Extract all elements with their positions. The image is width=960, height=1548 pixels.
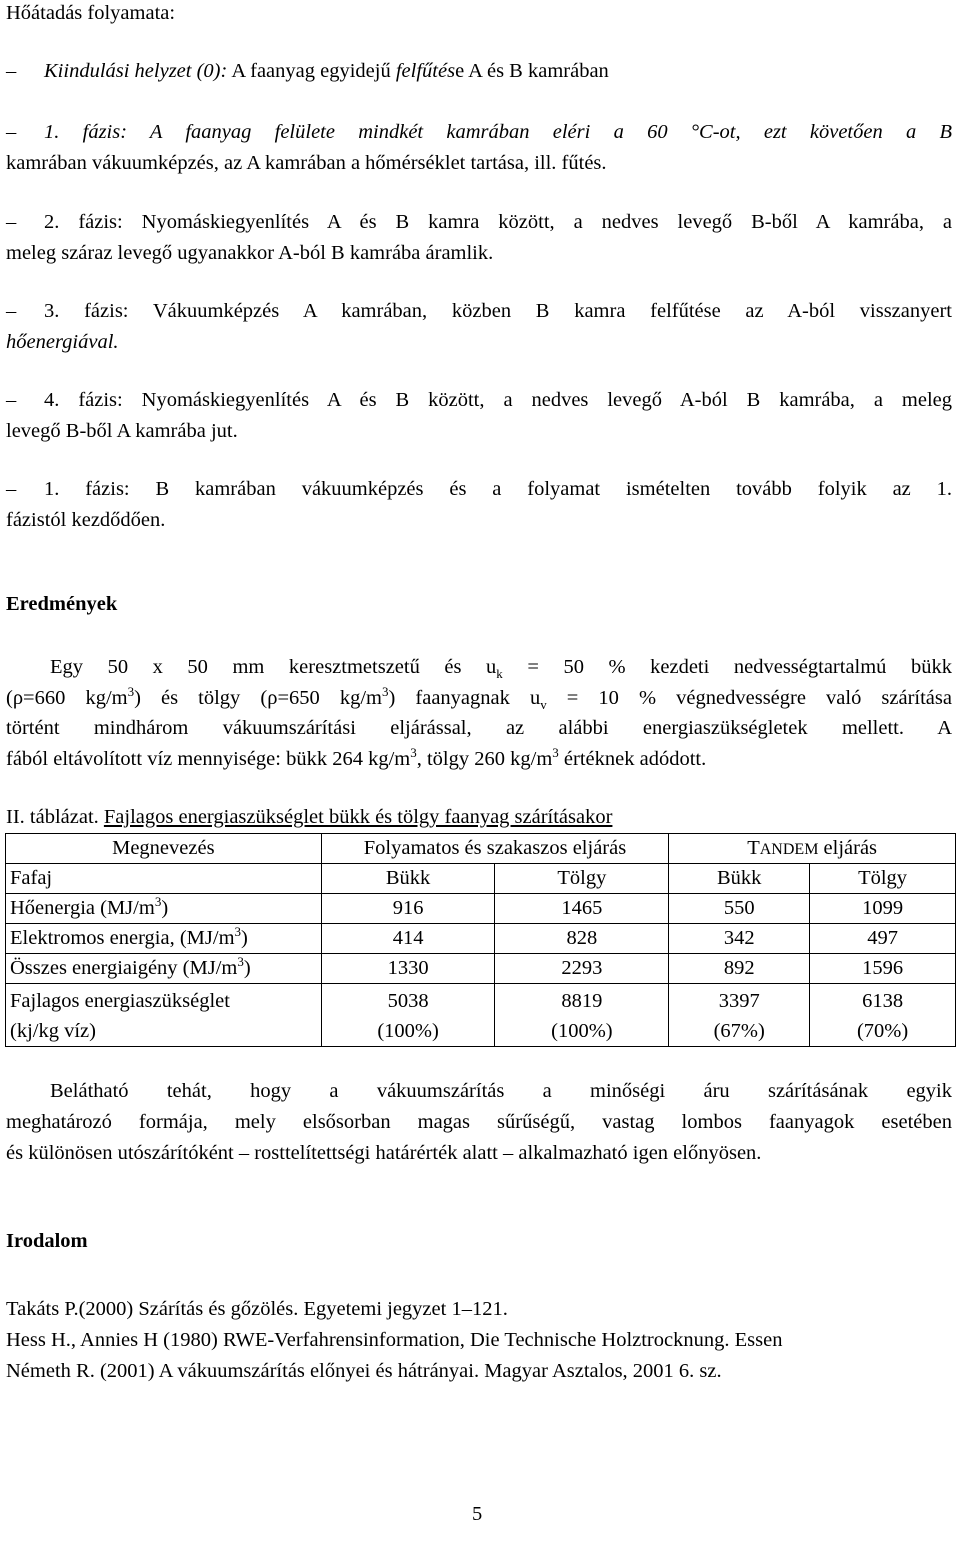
table-subheader-row: Fafaj Bükk Tölgy Bükk Tölgy <box>6 864 956 894</box>
references-heading: Irodalom <box>6 1230 88 1252</box>
reference-item: Hess H., Annies H (1980) RWE-Verfahrensinformation, Die Technische Holztrocknung. Essen <box>6 1329 783 1351</box>
dash-bullet: – <box>6 121 17 143</box>
results-paragraph: Egy 50 x 50 mm keresztmetszetű és $u_k = 50$ % kezdeti nedvességtartalmú bükk (ρ=660 $kg/m^3$) és tölgy (ρ=650 $kg/m^3$) faanyagnak $u_v = 10$ % végnedvességre való szárítása történt mindhárom vákuumszárítási eljárással, az alábbi energiaszükségletek mellett. A fából eltávolított víz mennyisége: bükk 264 $kg/m^3$, tölgy 260 $kg/m^3$ értéknek adódott. <box>6 656 952 770</box>
page-number: 5 <box>472 1503 483 1525</box>
dash-bullet: – <box>6 478 17 500</box>
results-heading: Eredmények <box>6 593 118 615</box>
dash-bullet: – <box>6 60 17 82</box>
table-row: Fajlagos energiaszükséglet (kj/kg víz) 5038 (100%) 8819 (100%) 3397 (67%) 6138 (70%) <box>6 984 956 1047</box>
dash-bullet: – <box>6 300 17 322</box>
reference-item: Németh R. (2001) A vákuumszárítás előnyei és hátrányai. Magyar Asztalos, 2001 6. sz. <box>6 1360 722 1382</box>
header-tandem: TANDEM eljárás <box>669 834 956 864</box>
reference-item: Takáts P.(2000) Szárítás és gőzölés. Egyetemi jegyzet 1–121. <box>6 1298 508 1320</box>
section-heading-heat-transfer: Hőátadás folyamata: <box>6 2 176 24</box>
list-item: – 3. fázis: Vákuumképzés A kamrában, közben B kamra felfűtése az A-ból visszanyert hőenergiával. <box>6 296 952 358</box>
dash-bullet: – <box>6 211 17 233</box>
list-item: – 4. fázis: Nyomáskiegyenlítés A és B között, a nedves levegő A-ból B kamrába, a meleg levegő B-ből A kamrába jut. <box>6 385 952 447</box>
list-item: – 2. fázis: Nyomáskiegyenlítés A és B kamra között, a nedves levegő B-ből A kamrába, a meleg száraz levegő ugyanakkor A-ból B kamrába áramlik. <box>6 207 952 269</box>
references-list <box>6 1294 782 1387</box>
conclusion-paragraph: Belátható tehát, hogy a vákuumszárítás a minőségi áru szárításának egyik meghatározó formája, mely elsősorban magas sűrűségű, vastag lombos faanyagok esetében és különösen utószárítóként – rosttelítettségi határérték alatt – alkalmazható igen előnyösen. <box>6 1080 952 1164</box>
phase-label: Kiindulási helyzet (0): <box>44 60 228 82</box>
list-item: – Kiindulási helyzet (0): A faanyag egyidejű felfűtése A és B kamrában <box>6 56 952 87</box>
energy-table <box>5 833 956 1047</box>
header-name: Megnevezés <box>6 834 322 864</box>
header-continuous: Folyamatos és szakaszos eljárás <box>321 834 669 864</box>
table-row: Elektromos energia, $(MJ/m^3)$ 414 828 342 497 <box>6 924 956 954</box>
list-item: – 1. fázis: B kamrában vákuumképzés és a folyamat ismételten tovább folyik az 1. fázistól kezdődően. <box>6 474 952 536</box>
table-row: Hőenergia $(MJ/m^3)$ 916 1465 550 1099 <box>6 894 956 924</box>
table-header-row <box>6 834 956 864</box>
list-item: – 1. fázis: A faanyag felülete mindkét kamrában eléri a 60 °C-ot, ezt követően a B kamrában vákuumképzés, az A kamrában a hőmérséklet tartása, ill. fűtés. <box>6 117 952 179</box>
table-caption: II. táblázat. Fajlagos energiaszükséglet bükk és tölgy faanyag szárításakor <box>6 806 613 828</box>
dash-bullet: – <box>6 389 17 411</box>
table-row: Összes energiaigény $(MJ/m^3)$ 1330 2293 892 1596 <box>6 954 956 984</box>
